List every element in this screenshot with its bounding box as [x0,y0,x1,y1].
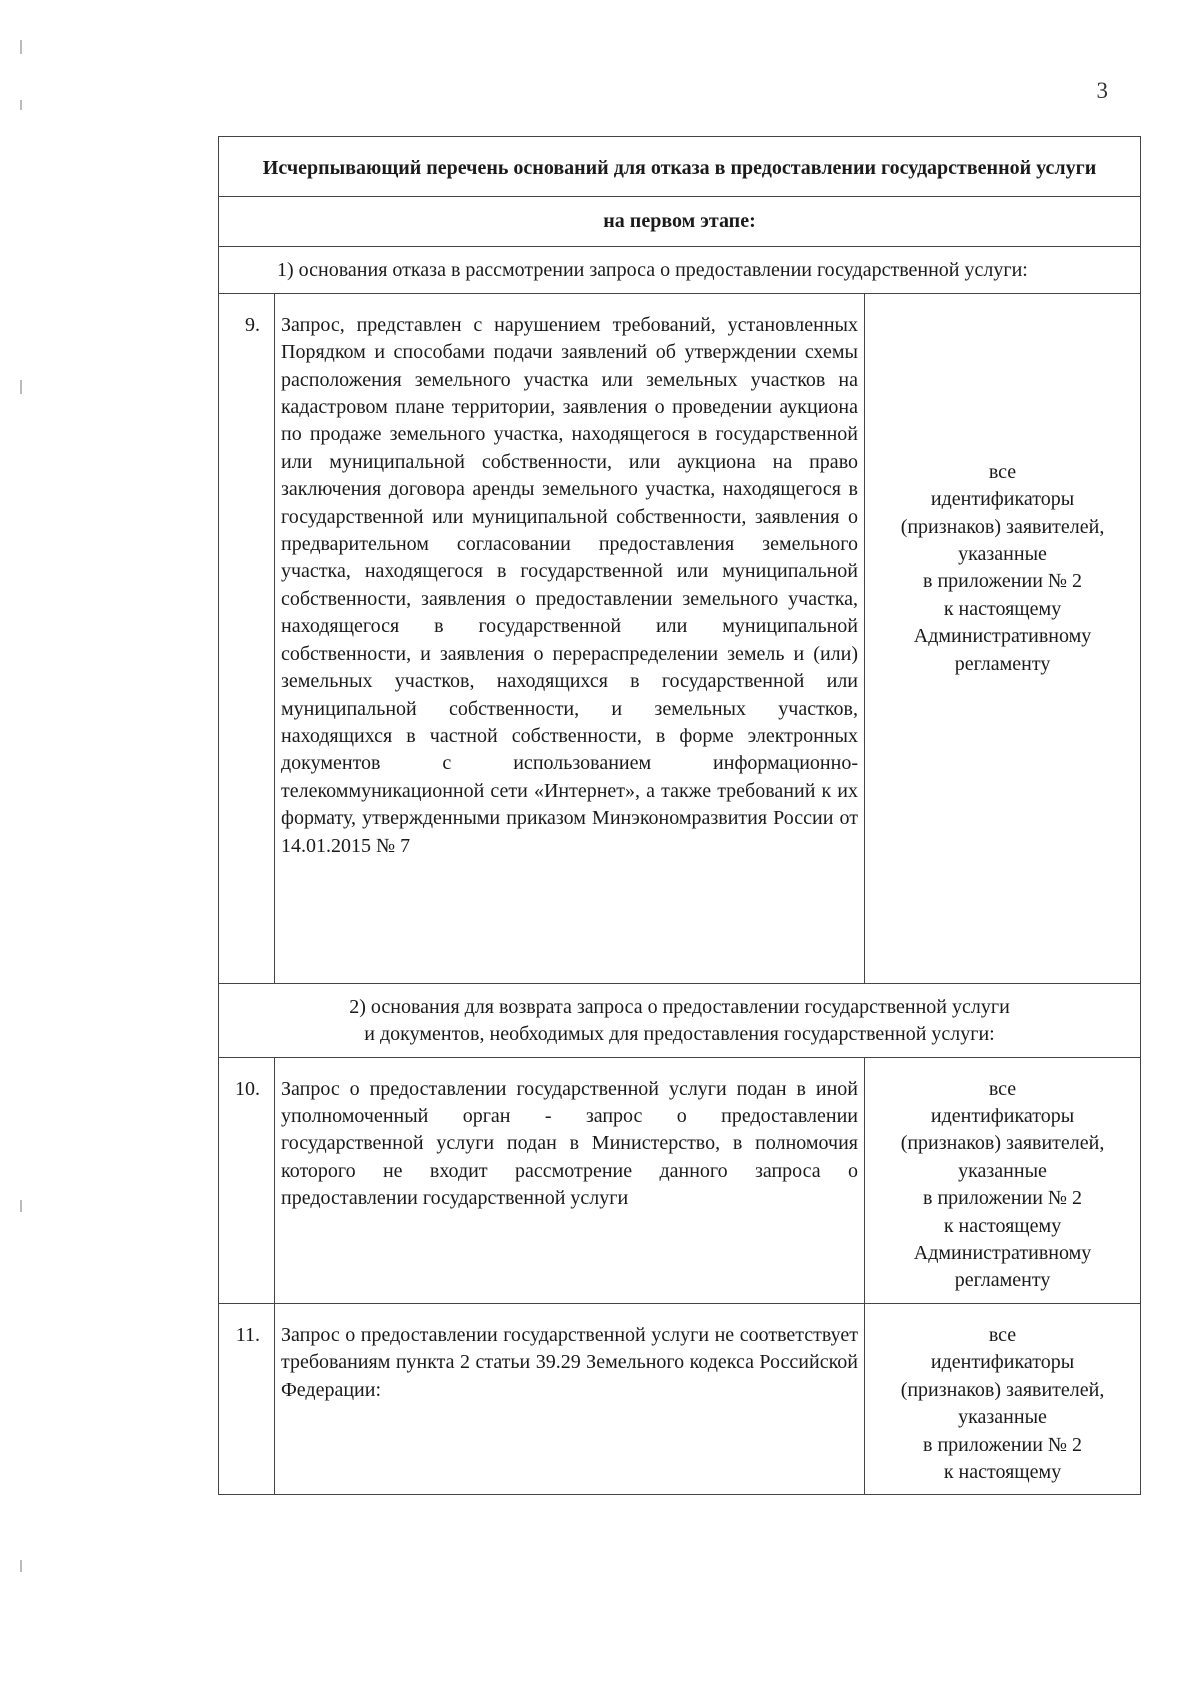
row-number: 11. [219,1303,275,1494]
applicants-line: идентификаторы [930,1351,1075,1374]
applicants-line: в приложении № 2 [923,1187,1082,1210]
subheading-row-1 [219,247,1141,293]
row-number: 9. [219,293,275,983]
applicants-line: к настоящему [943,1460,1062,1483]
scan-margin-mark [20,100,22,110]
page-number: 3 [1096,78,1108,103]
stage-label: на первом этапе: [219,197,1141,247]
subheading-2-line: 2) основания для возврата запроса о предоставлении государственной услуги [349,995,1010,1018]
table-row [219,1057,1141,1303]
applicants-line: Административному [913,625,1092,648]
applicants-line: к настоящему [943,597,1062,620]
applicants-line: идентификаторы [930,1105,1075,1128]
applicants-line: Административному [913,1242,1092,1265]
applicants-line: все [988,1323,1017,1346]
scan-margin-mark [20,1200,22,1212]
applicants-line: регламенту [954,1269,1051,1292]
applicants-line: указанные [958,1159,1047,1182]
stage-row [219,197,1141,247]
table-header-row [219,137,1141,197]
row-description: Запрос о предоставлении государственной услуги не соответствует требованиям пункта 2 статьи 39.29 Земельного кодекса Российской Федерации: [275,1303,865,1494]
scan-margin-mark [20,380,22,394]
applicants-line: в приложении № 2 [923,570,1082,593]
table-row [219,293,1141,983]
table-row [219,1303,1141,1494]
applicants-line: все [988,460,1017,483]
applicants-line: (признаков) заявителей, [900,1132,1105,1155]
row-description: Запрос о предоставлении государственной услуги подан в иной уполномоченный орган - запрос о предоставлении государственной услуги подан в Министерство, в полномочия которого не входит рассмотрение данного запроса о предоставлении государственной услуги [275,1057,865,1303]
row-applicants [865,293,1141,983]
refusal-grounds-table [218,136,1141,1495]
applicants-line: все [988,1077,1017,1100]
applicants-line: (признаков) заявителей, [900,515,1105,538]
row-description: Запрос, представлен с нарушением требований, установленных Порядком и способами подачи заявлений об утверждении схемы расположения земельного участка или земельных участков на кадастровом плане территории, заявления о проведении аукциона по продаже земельного участка, находящегося в государственной или муниципальной собственности, или аукциона на право заключения договора аренды земельного участка, находящегося в государственной или муниципальной собственности, заявления о предварительном согласовании предоставления земельного участка, находящегося в государственной или муниципальной собственности, заявления о предоставлении земельного участка, находящегося в государственной или муниципальной собственности, и заявления о перераспределении земель и (или) земельных участков, находящихся в государственной или муниципальной собственности, и земельных участков, находящихся в частной собственности, в форме электронных документов с использованием информационно-телекоммуникационной сети «Интернет», а также требований к их формату, утвержденными приказом Минэкономразвития России от 14.01.2015 № 7 [275,293,865,983]
applicants-line: идентификаторы [930,488,1075,511]
applicants-line: указанные [958,542,1047,565]
applicants-line: указанные [958,1406,1047,1429]
applicants-line: (признаков) заявителей, [900,1378,1105,1401]
subheading-2-line: и документов, необходимых для предоставления государственной услуги: [364,1023,995,1046]
scan-margin-mark [20,40,22,54]
subheading-1: 1) основания отказа в рассмотрении запроса о предоставлении государственной услуги: [219,247,1141,293]
applicants-line: к настоящему [943,1214,1062,1237]
row-applicants [865,1303,1141,1494]
row-applicants [865,1057,1141,1303]
row-number: 10. [219,1057,275,1303]
subheading-2 [219,983,1141,1057]
scan-margin-mark [20,1560,22,1572]
table-title: Исчерпывающий перечень оснований для отказа в предоставлении государственной услуги [219,137,1141,197]
applicants-line: в приложении № 2 [923,1433,1082,1456]
applicants-line: регламенту [954,652,1051,675]
subheading-row-2 [219,983,1141,1057]
